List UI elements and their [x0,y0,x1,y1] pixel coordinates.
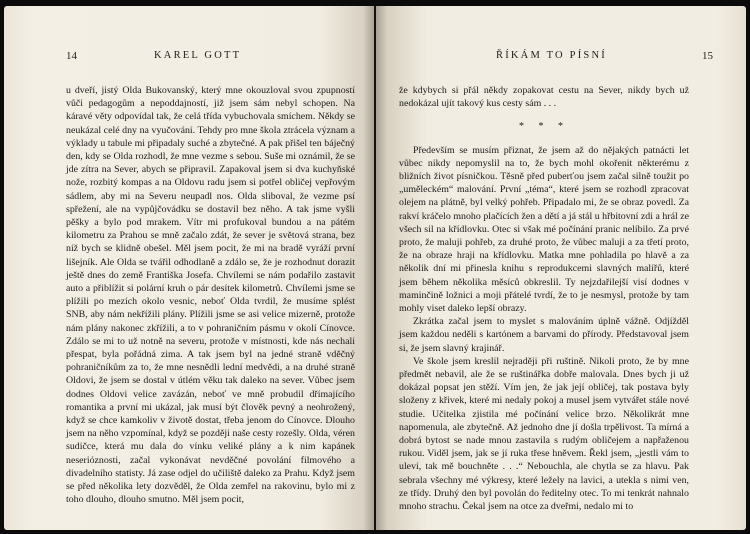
right-body-text [399,84,689,513]
left-running-head: KAREL GOTT [154,50,242,61]
paragraph: Ve škole jsem kreslil nejraději při ruštině. Nikoli proto, že by mne předmět nebavil, ale že se ruštinářka dobře malovala. Dnes bych ji už dokázal popsat jen stěží. Vím jen, že jak její obličej, tak postava byly složeny z křivek, které mi nedaly pokoj a musel jsem vytvářet stále nové studie. Učitelka zjistila mé počínání velice brzo. Několikrát mne napomenula, ale zbytečně. Až jednoho dne jí došla trpělivost. Ta mírná a dobrá bytost se nade mnou zastavila s rudým obličejem a napřaženou rukou. Viděl jsem, jak se jí ruka třese hněvem. Řekl jsem, „jestli vám to uleví, tak mě bouchněte . . .“ Nebouchla, ale chytla se za hlavu. Pak sebrala všechny mé výkresy, které ležely na lavici, a utekla s nimi ven, ze třídy. Druhý den byl povolán do ředitelny otec. To mi tenkrát nahnalo mnoho strachu. Čekal jsem na otce za dveřmi, nedalo mi to [399,355,689,513]
book-spread [4,6,746,530]
left-page-number: 14 [66,50,77,62]
intro-paragraph: že kdybych si přál někdy zopakovat cestu na Sever, nikdy bych už nedokázal ujít takový kus cesty sám . . . [399,85,689,110]
left-page [4,6,374,530]
right-page [376,6,746,530]
paragraph: u dveří, jistý Olda Bukovanský, který mne okouzloval svou zpupností vůči pedagogům a nepoddajností, již jsem sám nebyl schopen. Na káravé věty odpovídal tak, že celá třída vybuchovala smíchem. Někdy se neukázal celé dny na vyučování. Tehdy pro mne škola ztrácela význam a výklady u tabule mi připadaly suché a zbytečné. A pak přišel ten báječný den, kdy se Olda rozhodl, že mne vezme s sebou. Suše mi oznámil, že se jde zítra na Sever, abych se připravil. Zapakoval jsem si dva kuchyňské nože, rozbitý kompas a na Oldovu radu jsem si potřel obličej vepřovým sádlem, aby mi na Severu neupadl nos. Olda sliboval, že vezme psí spřežení, ale na vypůjčovádku se dostavil bez něho. A tak jsme vyšli pěšky a bylo pod mrakem. Vítr mi profukoval bundou a na pátém kilometru za Prahou se mně začalo zdát, že sever je světová strana, bez níž bych se klidně obešel. Měl jsem pocit, že mi na bradě vyráží první lišejník. Ale Olda se tvářil odhodlaně a zdálo se, že je rozhodnut dorazit ještě dnes do země Františka Josefa. Chvílemi se nám podařilo zastavit auto a přiblížit si polární kruh o pár desítek kilometrů. Chvílemi jsme se plížili po mezích okolo vesnic, neboť Olda tvrdil, že musíme splést SNB, aby nám nekřížili plány. Plížili jsme se asi velice mizerně, protože nám plány nakonec zkřížili, a to v pohraničním pásmu v okolí Cínovce. Zdálo se mi to už notně na severu, protože v místnosti, kde nás nechali přespat, byla pořádná zima. A tak jsem byl na jedné straně vděčný pohraničníkům za to, že mne nesnědli lední medvědi, a na druhé straně Oldovi, že jsem se dostal v útlém věku tak daleko na sever. Vůbec jsem dodnes Oldovi velice zavázán, neboť ve mně probudil dřímajícího romantika a první mi ukázal, jak musí být člověk pevný a neohrožený, když se chce kamkoliv v životě dostat, třeba jenom do Cínovce. Dlouho jsem na něho vzpomínal, když se později naše cesty rozešly. Olda, véren sudičce, která mu dala do vínku veliké plány a k nim kapánek neserióznosti, začal vykonávat nevděčné povolání filmového a divadelního statisty. Já zase odjel do učiliště daleko za Prahu. Když jsem se před několika lety dozvěděl, že Olda zemřel na rakovinu, bylo mi z toho dlouho, dlouho smutno. Měl jsem pocit, [66,85,355,506]
left-body-text [66,84,355,507]
right-page-number: 15 [702,50,713,62]
paragraph: Především se musím přiznat, že jsem až do nějakých patnácti let vůbec nikdy nepomyslil na to, že bych mohl okořenit některému z bližních život písničkou. Těsně před puberťou jsem začal silně toužit po „uměleckém“ malování. První „téma“, které jsem se rozhodl zpracovat olejem na plátně, byl velký pohřeb. Připadalo mi, že se obraz povedl. Za rakví kráčelo mnoho plačících žen a dětí a já stál u hřbitovní zdi a hrál ze všech sil na křídlovku. Otec si však mé počínání pranic nelíbilo. Za prvé proto, že maluji pohřeb, za druhé proto, že vůbec maluji a za třetí proto, že na obraze hraji na křídlovku. Matka mne pohladila po hlavě a za několik dní mi přinesla knihu s reprodukcemi slavných malířů, které jsem během několika měsíců obkreslil. Ty nejzdařilejší visí dodnes v maminčině ložnici a moji přátelé tvrdí, že to je nesmysl, protože by tam mohly viset daleko lepší obrazy. [399,144,689,315]
paragraph: Zkrátka začal jsem to myslet s malováním úplně vážně. Odjížděl jsem každou neděli s kartónem a barvami do přírody. Představoval jsem si, že jsem slavný krajinář. [399,316,689,354]
section-separator: * * * [519,121,569,133]
right-running-head: ŘÍKÁM TO PÍSNÍ [496,50,607,61]
